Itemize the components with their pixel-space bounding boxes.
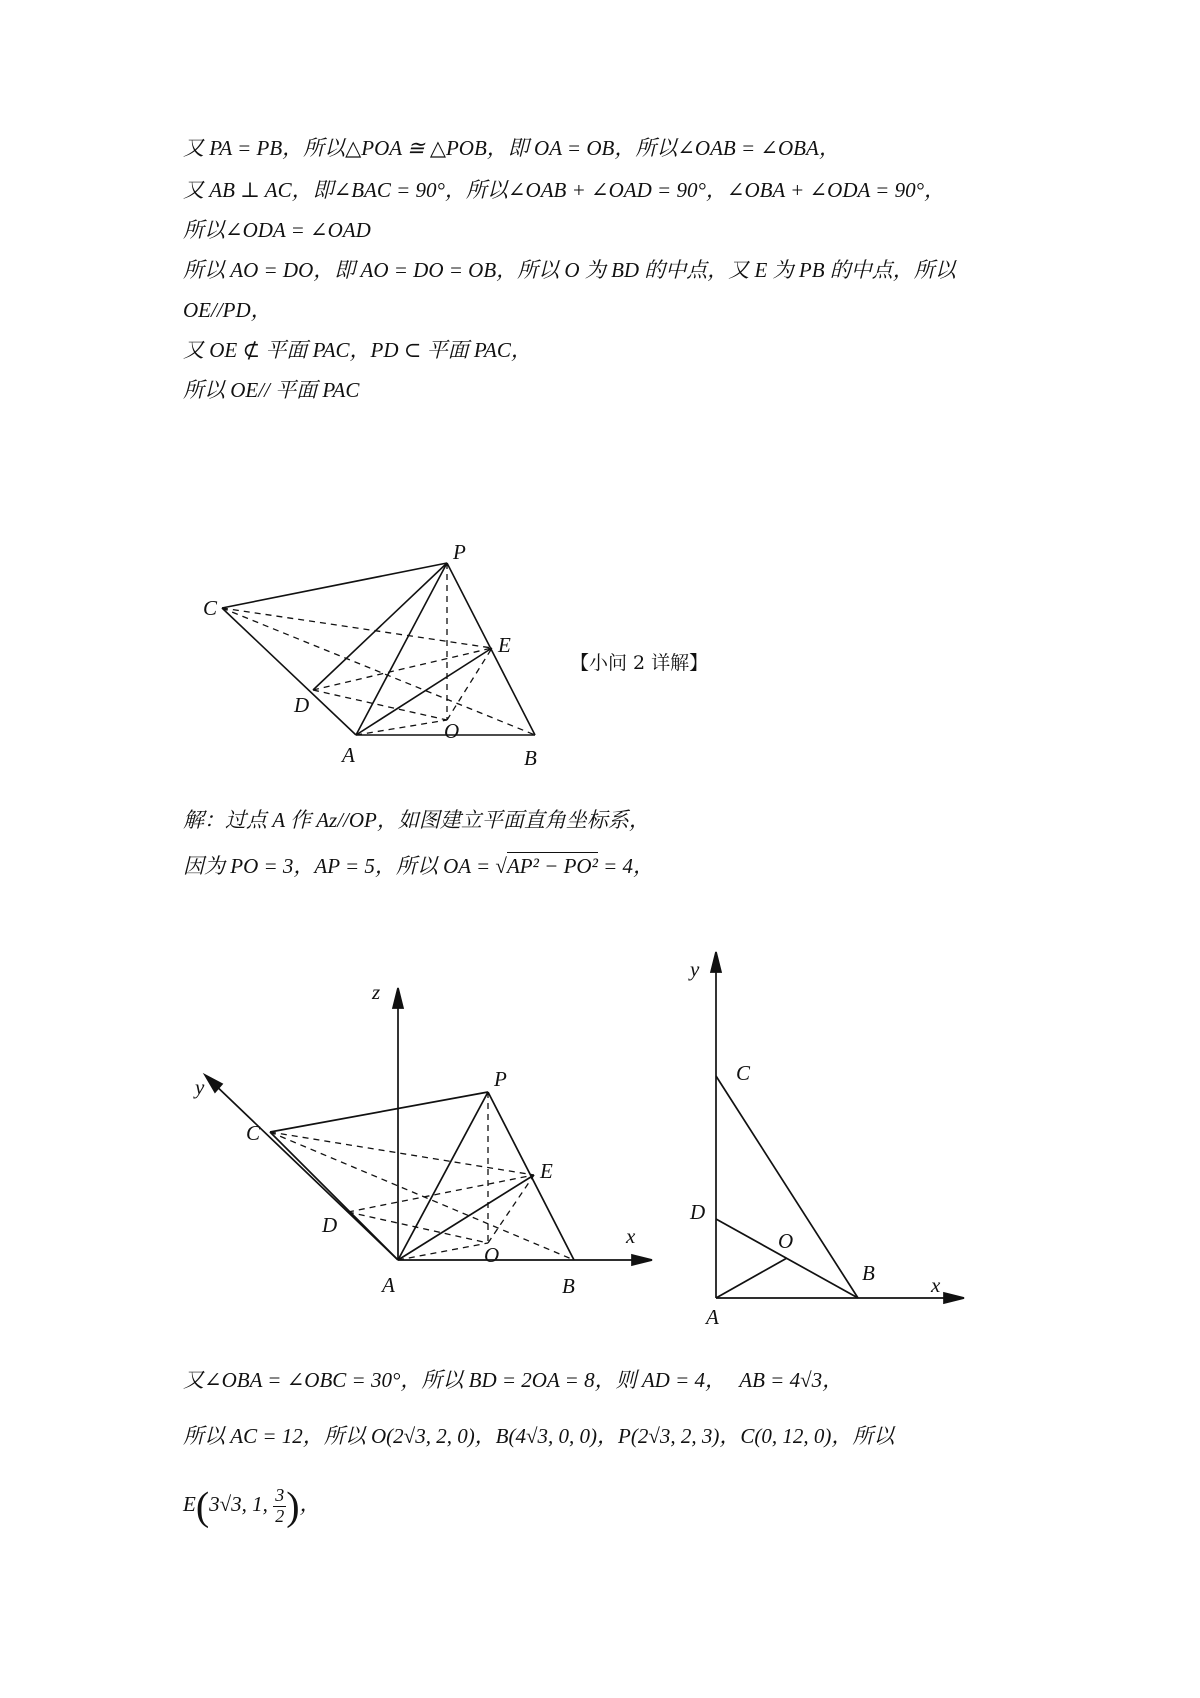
label-A: A bbox=[706, 1305, 719, 1329]
proof-line-3: 所以∠ODA = ∠OAD bbox=[183, 218, 371, 242]
label-D: D bbox=[322, 1213, 338, 1237]
label-P: P bbox=[494, 1067, 507, 1091]
label-B: B bbox=[862, 1261, 875, 1285]
label-O: O bbox=[444, 719, 460, 743]
after-line-2: 所以 AC = 12，所以 O(2√3, 2, 0)，B(4√3, 0, 0)，P(2√3, 2, 3)，C(0, 12, 0)，所以 bbox=[183, 1424, 895, 1448]
axis-label-z: z bbox=[372, 980, 381, 1004]
label-O: O bbox=[484, 1243, 500, 1267]
solution-line-2-end: = 4， bbox=[597, 854, 655, 878]
label-A: A bbox=[342, 743, 355, 767]
label-C: C bbox=[246, 1121, 261, 1145]
label-C: C bbox=[203, 596, 218, 620]
axis-label-y: y bbox=[195, 1075, 205, 1099]
label-D: D bbox=[690, 1200, 706, 1224]
proof-line-6: 又 OE ⊄ 平面 PAC，PD ⊂ 平面 PAC， bbox=[183, 338, 532, 362]
point-e-end: ， bbox=[299, 1492, 321, 1517]
proof-line-1: 又 PA = PB，所以△POA ≅ △POB，即 OA = OB，所以∠OAB = ∠OBA， bbox=[183, 136, 840, 160]
proof-line-5: OE//PD， bbox=[183, 298, 272, 322]
solution-line-2: 因为 PO = 3，AP = 5，所以 OA = √AP² − PO² = 4， bbox=[183, 854, 655, 878]
label-O: O bbox=[778, 1229, 794, 1253]
section-label: 【小问 2 详解】 bbox=[570, 652, 709, 674]
solution-line-1: 解：过点 A 作 Az//OP，如图建立平面直角坐标系， bbox=[183, 808, 650, 832]
label-C: C bbox=[736, 1061, 751, 1085]
label-D: D bbox=[294, 693, 310, 717]
after-line-1a: 又∠OBA = ∠OBC = 30°，所以 BD = 2OA = 8，则 AD = 4， bbox=[183, 1368, 726, 1392]
proof-line-4: 所以 AO = DO，即 AO = DO = OB，所以 O 为 BD 的中点，又 E 为 PB 的中点，所以 bbox=[183, 258, 956, 282]
label-E: E bbox=[498, 633, 511, 657]
label-B: B bbox=[562, 1274, 575, 1298]
label-A: A bbox=[382, 1273, 395, 1297]
axis-label-x: x bbox=[626, 1224, 636, 1248]
radicand: AP² − PO² bbox=[506, 854, 598, 878]
after-line-1 bbox=[183, 1370, 843, 1391]
after-line-1b: AB = 4√3， bbox=[739, 1368, 844, 1392]
proof-line-2: 又 AB ⊥ AC，即∠BAC = 90°，所以∠OAB + ∠OAD = 90°，∠OBA + ∠ODA = 90°， bbox=[183, 178, 945, 202]
solution-line-2-prefix: 因为 PO = 3，AP = 5，所以 bbox=[183, 854, 444, 878]
label-B: B bbox=[524, 746, 537, 770]
solution-line-2-oa: OA = bbox=[443, 854, 496, 878]
fraction-3-2: $\frac{3}{2}$ bbox=[275, 1485, 285, 1526]
point-e-name: E bbox=[183, 1492, 196, 1517]
axis-label-x: x bbox=[931, 1273, 941, 1297]
axis-label-y: y bbox=[690, 957, 700, 981]
label-P: P bbox=[453, 540, 466, 564]
point-e-args: 3√3, 1, bbox=[209, 1492, 274, 1517]
after-line-3: E(3√3, 1, $\frac{3}{2}$ )， bbox=[183, 1483, 321, 1529]
proof-line-7: 所以 OE// 平面 PAC bbox=[183, 378, 360, 402]
label-E: E bbox=[540, 1159, 553, 1183]
